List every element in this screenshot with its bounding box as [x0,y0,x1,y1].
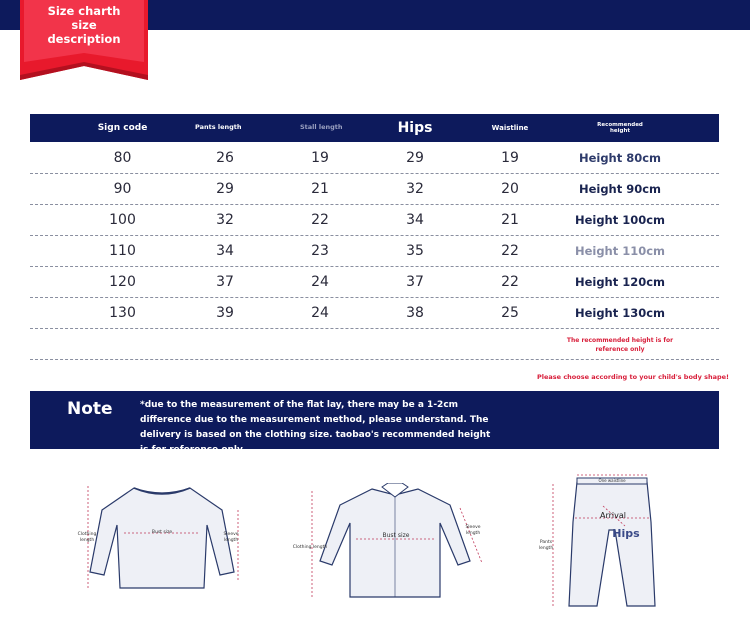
note-title: Note [67,399,113,419]
cell-hips: 29 [406,149,424,166]
cell-sign-code: 120 [109,273,136,290]
header-stall-length: Stall length [300,123,343,132]
cell-pants-length: 37 [216,273,234,290]
cell-hips: 38 [406,304,424,321]
cell-hips: 35 [406,242,424,259]
table-row [30,204,719,236]
table-row [30,235,719,267]
shirt-bust-size-label: Bust size [382,532,410,539]
cell-stall-length: 23 [311,242,329,259]
cell-hips: 34 [406,211,424,228]
badge-line-1: Size charth [47,4,121,18]
size-table-header [30,114,719,142]
header-sign-code: Sign code [97,122,148,133]
cell-waistline: 25 [501,304,519,321]
cell-waistline: 21 [501,211,519,228]
pants-length-label: Pants length [538,540,554,551]
cell-recommended-height: Height 110cm [574,243,666,258]
pants-arrival-label: Arrival [600,511,626,520]
sweater-clothing-length-label: Clothing length [77,532,97,543]
cell-waistline: 19 [501,149,519,166]
table-row [30,142,719,174]
pants-diagram [535,470,665,610]
shirt-sleeve-length-label: Sleeve length [465,525,481,536]
cell-pants-length: 39 [216,304,234,321]
cell-stall-length: 22 [311,211,329,228]
cell-sign-code: 100 [109,211,136,228]
cell-pants-length: 32 [216,211,234,228]
cell-sign-code: 90 [113,180,132,197]
size-chart-badge [20,0,148,80]
cell-sign-code: 130 [109,304,136,321]
cell-pants-length: 26 [216,149,234,166]
pants-waistline-label: One waistline [598,478,626,483]
cell-waistline: 20 [501,180,519,197]
sweater-diagram [72,480,252,600]
note-text: *due to the measurement of the flat lay, there may be a 1-2cm difference due to the measurement method, please understand. The delivery is based on the clothing size. taobao's recommended height is for reference only. [140,400,491,455]
cell-recommended-height: Height 80cm [578,150,662,165]
cell-hips: 32 [406,180,424,197]
header-waistline: Waistline [491,123,529,132]
cell-pants-length: 34 [216,242,234,259]
sweater-bust-size-label: Bust size [151,530,173,535]
cell-recommended-height: Height 130cm [574,305,666,320]
badge-line-3: description [47,32,121,46]
cell-stall-length: 24 [311,304,329,321]
table-row [30,297,719,329]
cell-hips: 37 [406,273,424,290]
cell-waistline: 22 [501,242,519,259]
cell-stall-length: 19 [311,149,329,166]
sweater-sleeve-length-label: Sleeve length [223,532,239,543]
cell-stall-length: 24 [311,273,329,290]
table-row [30,266,719,298]
header-hips: Hips [397,119,433,136]
cell-stall-length: 21 [311,180,329,197]
header-pants-length: Pants length [195,123,242,132]
cell-sign-code: 80 [113,149,132,166]
choose-size-note: Please choose according to your child's body shape! [537,373,729,381]
cell-waistline: 22 [501,273,519,290]
note-box [30,391,719,455]
cell-recommended-height: Height 120cm [574,274,666,289]
header-recommended-height: Recommended height [597,121,643,134]
badge-line-2: size [71,18,97,32]
cell-recommended-height: Height 100cm [574,212,666,227]
sweater-shape [90,488,234,588]
reference-height-note: The recommended height is for reference only [566,337,674,353]
cell-sign-code: 110 [109,242,136,259]
cell-pants-length: 29 [216,180,234,197]
shirt-clothing-length-label: Clothing length [292,545,328,550]
pants-shape [569,482,655,606]
shirt-diagram [290,483,500,605]
table-row [30,173,719,205]
pants-hips-label: Hips [612,527,640,540]
cell-recommended-height: Height 90cm [578,181,662,196]
